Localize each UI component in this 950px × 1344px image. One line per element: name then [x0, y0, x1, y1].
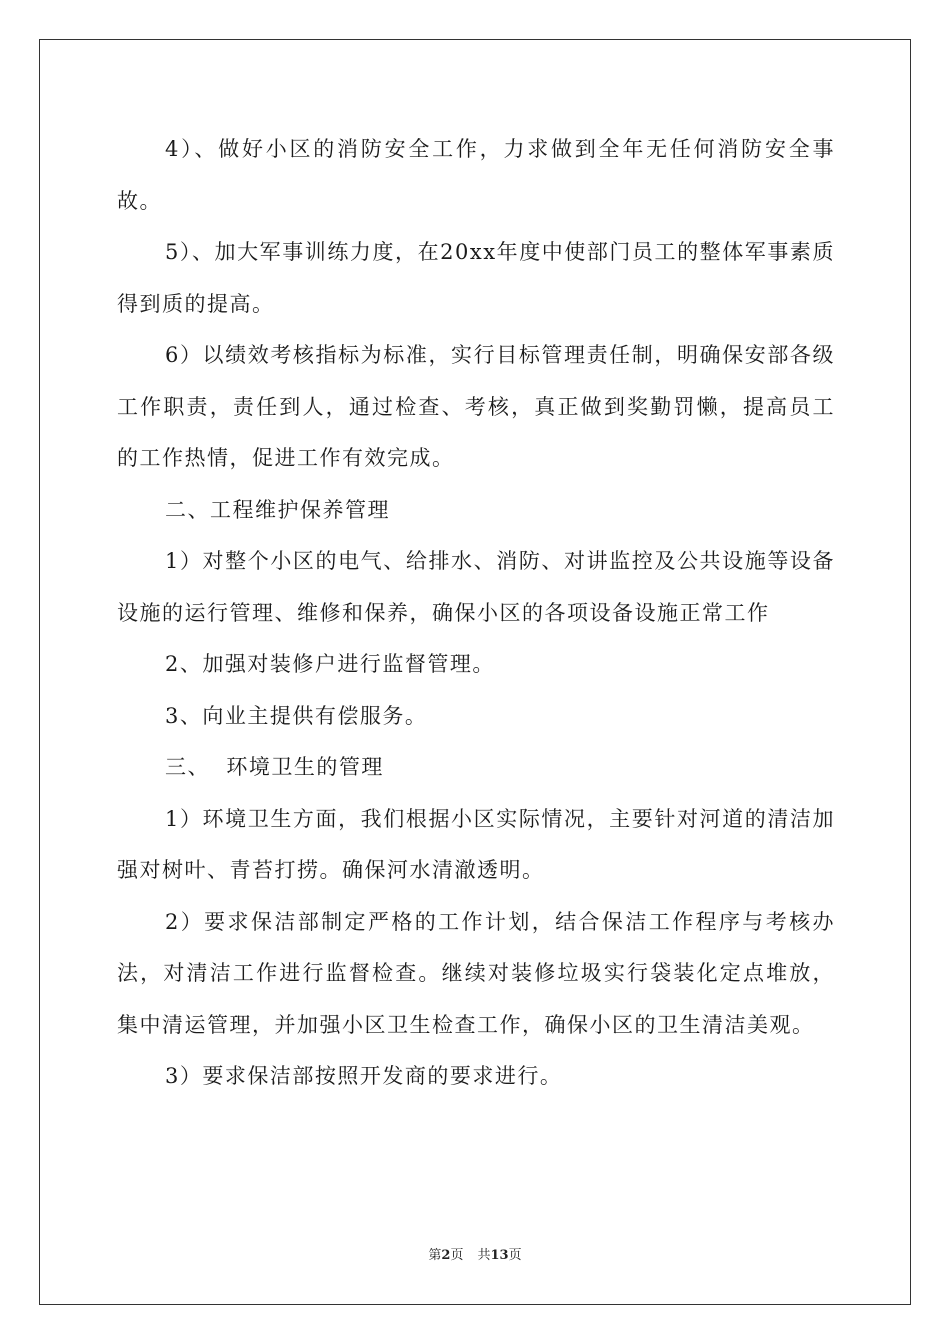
total-prefix: 共 [477, 1248, 491, 1263]
paragraph-developer-requirements: 3）要求保洁部按照开发商的要求进行。 [165, 1064, 563, 1088]
paragraph-cleaning-plan: 2）要求保洁部制定严格的工作计划，结合保洁工作程序与考核办法，对清洁工作进行监督检查。继续对装修垃圾实行袋装化定点堆放，集中清运管理，并加强小区卫生检查工作，确保小区的卫生清洁美观。 [117, 909, 835, 1037]
document-body [117, 124, 835, 1103]
paragraph-performance-assessment: 6）以绩效考核指标为标准，实行目标管理责任制，明确保安部各级工作职责，责任到人，通过检查、考核，真正做到奖勤罚懒，提高员工的工作热情，促进工作有效完成。 [117, 343, 835, 470]
paragraph-renovation-supervision: 2、加强对装修户进行监督管理。 [165, 652, 495, 676]
section-heading-sanitation: 三、 环境卫生的管理 [165, 755, 384, 779]
paragraph-military-training: 5）、加大军事训练力度，在20xx年度中使部门员工的整体军事素质得到质的提高。 [117, 240, 835, 316]
paragraph-fire-safety: 4）、做好小区的消防安全工作，力求做到全年无任何消防安全事故。 [117, 137, 835, 213]
page-suffix: 页 [450, 1248, 464, 1263]
section-heading-engineering: 二、工程维护保养管理 [165, 497, 390, 522]
total-pages: 13 [490, 1248, 509, 1263]
paragraph-paid-services: 3、向业主提供有偿服务。 [165, 703, 428, 728]
total-suffix: 页 [508, 1248, 522, 1263]
page-prefix: 第 [428, 1248, 442, 1263]
paragraph-river-cleaning: 1）环境卫生方面，我们根据小区实际情况，主要针对河道的清洁加强对树叶、青苔打捞。确保河水清澈透明。 [117, 806, 835, 882]
page-footer [0, 1247, 950, 1265]
paragraph-equipment-maintenance: 1）对整个小区的电气、给排水、消防、对讲监控及公共设施等设备设施的运行管理、维修和保养，确保小区的各项设备设施正常工作 [117, 549, 835, 625]
page-number: 2 [441, 1248, 451, 1263]
